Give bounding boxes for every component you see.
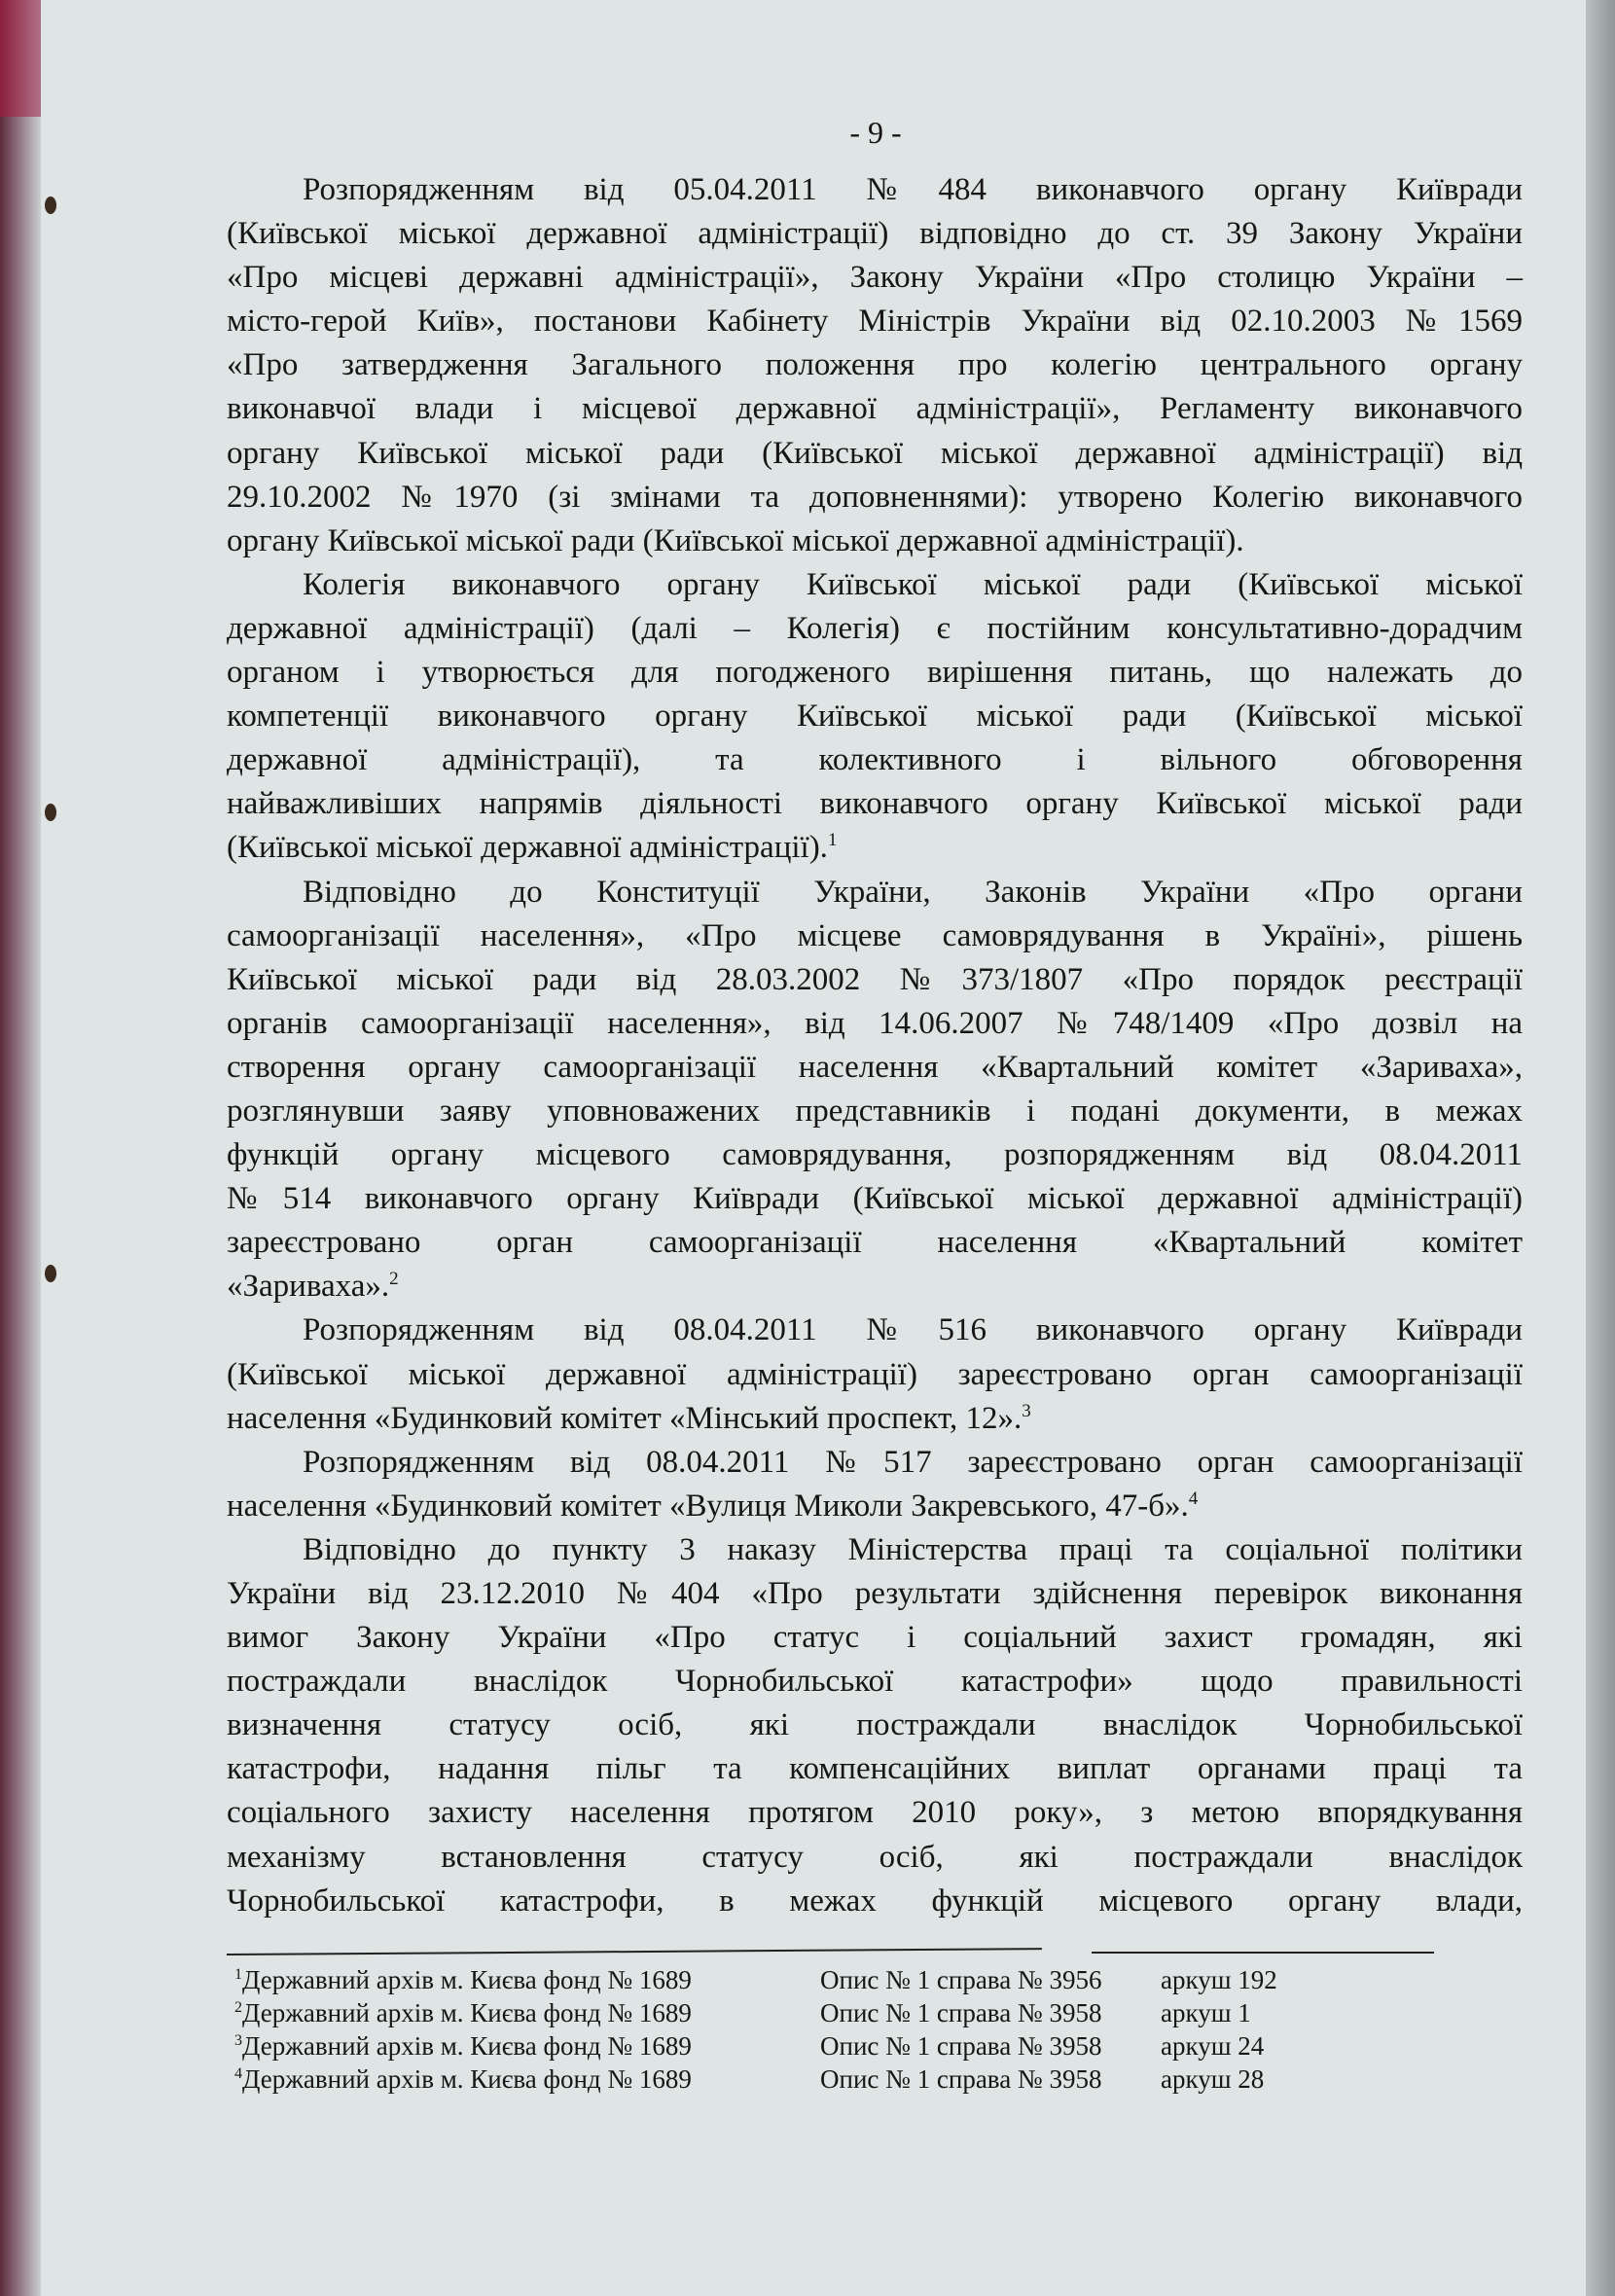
footnote-number: 1 <box>234 1966 242 1983</box>
line-text: 29.10.2002 №1970 (зі змінами та доповненнями): утворено Колегію виконавчого <box>227 479 1523 515</box>
paragraph-line <box>227 168 1523 212</box>
paragraph-line <box>227 958 1523 1002</box>
footnote-sheet: аркуш 1 <box>1161 1998 1251 2027</box>
paragraph-line <box>227 520 1523 563</box>
paragraph-line <box>227 1704 1523 1747</box>
footnote-ref: 4 <box>1188 1488 1199 1509</box>
paragraph-line <box>227 915 1523 958</box>
line-text: (Київської міської державної адміністрації). <box>227 830 828 866</box>
paragraph-line <box>227 1880 1523 1923</box>
footnote-separator <box>227 1948 1042 1955</box>
paragraph-line <box>227 1002 1523 1046</box>
paragraph-line <box>227 563 1523 607</box>
footnote-case: Опис № 1 справа № 3958 <box>820 1998 1102 2027</box>
footnote <box>234 1963 1402 1996</box>
line-text: місто-герой Київ», постанови Кабінету Міністрів України від 02.10.2003 №1569 <box>227 304 1523 340</box>
paragraph-line <box>227 256 1523 300</box>
paragraph-line <box>227 387 1523 431</box>
paragraph-line <box>227 476 1523 520</box>
paragraph-line <box>227 695 1523 738</box>
paragraph-line <box>227 1660 1523 1704</box>
line-text: компетенції виконавчого органу Київської міської ради (Київської міської <box>227 699 1523 735</box>
footnote-archive: Державний архів м. Києва фонд № 1689 <box>242 2064 692 2094</box>
footnote-ref: 3 <box>1022 1400 1031 1421</box>
footnote-case: Опис № 1 справа № 3956 <box>820 1965 1102 1994</box>
footnote-ref: 1 <box>827 830 838 851</box>
paragraph-line <box>227 1221 1523 1265</box>
line-text: державної адміністрації), та колективного і вільного обговорення <box>227 742 1523 778</box>
paragraph-line <box>227 432 1523 476</box>
line-text: Колегія виконавчого органу Київської міської ради (Київської міської <box>303 566 1523 602</box>
footnote-number: 3 <box>234 2032 242 2049</box>
line-text: органу Київської міської ради (Київської міської державної адміністрації) від <box>227 435 1523 471</box>
line-text: «Про затвердження Загального положення про колегію центрального органу <box>227 347 1523 383</box>
paragraph-line <box>227 1397 1523 1441</box>
line-text: Розпорядженням від 05.04.2011 №484 виконавчого органу Київради <box>303 172 1523 207</box>
paragraph-line <box>227 871 1523 915</box>
line-text: механізму встановлення статусу осіб, які постраждали внаслідок <box>227 1839 1523 1875</box>
footnote-ref: 2 <box>389 1269 399 1290</box>
paragraph-line <box>227 826 1523 870</box>
line-text: самоорганізації населення», «Про місцеве самоврядування в Україні», рішень <box>227 917 1523 953</box>
line-text: найважливіших напрямів діяльності виконавчого органу Київської міської ради <box>227 786 1523 822</box>
footnote-number: 2 <box>234 1999 242 2016</box>
line-text: населення «Будинковий комітет «Мінський проспект, 12». <box>227 1400 1023 1436</box>
paragraph-line <box>227 212 1523 256</box>
footnote-case: Опис № 1 справа № 3958 <box>820 2064 1102 2094</box>
footnote-sheet: аркуш 192 <box>1161 1965 1277 1994</box>
line-text: (Київської міської державної адміністрації) зареєстровано орган самоорганізації <box>227 1356 1523 1392</box>
line-text: органу Київської міської ради (Київської міської державної адміністрації). <box>227 522 1244 558</box>
line-text: розглянувши заяву уповноважених представників і подані документи, в межах <box>227 1093 1523 1129</box>
paragraph-line <box>227 300 1523 343</box>
line-text: Київської міської ради від 28.03.2002 №373/1807 «Про порядок реєстрації <box>227 961 1523 997</box>
paragraph-line <box>227 1441 1523 1485</box>
line-text: Чорнобильської катастрофи, в межах функцій місцевого органу влади, <box>227 1883 1523 1919</box>
paragraph-line <box>227 1528 1523 1572</box>
page-edge-shadow <box>1586 0 1615 2296</box>
line-text: «Про місцеві державні адміністрації», Закону України «Про столицю України – <box>227 260 1523 296</box>
footnote-sheet: аркуш 24 <box>1161 2031 1265 2061</box>
line-text: постраждали внаслідок Чорнобильської катастрофи» щодо правильності <box>227 1664 1523 1700</box>
paragraph-line <box>227 782 1523 826</box>
footnote <box>234 1996 1402 2029</box>
paragraph-line <box>227 1791 1523 1835</box>
footnote-archive: Державний архів м. Києва фонд № 1689 <box>242 1965 692 1994</box>
line-text: органом і утворюється для погодженого вирішення питань, що належать до <box>227 655 1523 691</box>
line-text: №514 виконавчого органу Київради (Київської міської державної адміністрації) <box>227 1181 1523 1217</box>
paragraph-line <box>227 607 1523 651</box>
paragraph-line <box>227 738 1523 782</box>
page-number: - 9 - <box>849 115 902 150</box>
line-text: створення органу самоорганізації населення «Квартальний комітет «Зариваха», <box>227 1049 1523 1085</box>
paragraph-line <box>227 1309 1523 1352</box>
paragraph-line <box>227 1046 1523 1090</box>
line-text: функцій органу місцевого самоврядування, розпорядженням від 08.04.2011 <box>227 1137 1523 1173</box>
footnote-archive: Державний архів м. Києва фонд № 1689 <box>242 1998 692 2027</box>
line-text: соціального захисту населення протягом 2010 року», з метою впорядкування <box>227 1795 1523 1831</box>
paragraph-line <box>227 1616 1523 1660</box>
line-text: катастрофи, надання пільг та компенсаційних виплат органами праці та <box>227 1751 1523 1787</box>
line-text: виконавчої влади і місцевої державної адміністрації», Регламенту виконавчого <box>227 391 1523 427</box>
footnote-case: Опис № 1 справа № 3958 <box>820 2031 1102 2061</box>
line-text: визначення статусу осіб, які постраждали внаслідок Чорнобильської <box>227 1707 1523 1743</box>
paragraph-line <box>227 1485 1523 1528</box>
footnote-sheet: аркуш 28 <box>1161 2064 1265 2094</box>
paragraph-line <box>227 343 1523 387</box>
paragraph-line <box>227 1265 1523 1309</box>
binding-edge <box>0 0 41 2296</box>
paragraph-line <box>227 1133 1523 1177</box>
footnote <box>234 2029 1402 2063</box>
paragraph-line <box>227 1090 1523 1133</box>
punch-hole <box>45 804 56 821</box>
line-text: «Зариваха». <box>227 1269 390 1305</box>
line-text: вимог Закону України «Про статус і соціальний захист громадян, які <box>227 1620 1523 1656</box>
paragraph-line <box>227 1177 1523 1221</box>
punch-hole <box>45 1265 56 1282</box>
line-text: органів самоорганізації населення», від 14.06.2007 №748/1409 «Про дозвіл на <box>227 1005 1523 1041</box>
paragraph-line <box>227 1747 1523 1791</box>
line-text: України від 23.12.2010 №404 «Про результати здійснення перевірок виконання <box>227 1576 1523 1611</box>
footnote-archive: Державний архів м. Києва фонд № 1689 <box>242 2031 692 2061</box>
line-text: Відповідно до пункту 3 наказу Міністерства праці та соціальної політики <box>303 1531 1523 1567</box>
punch-hole <box>45 197 56 214</box>
line-text: населення «Будинковий комітет «Вулиця Миколи Закревського, 47-б». <box>227 1488 1189 1524</box>
document-body <box>227 168 1523 1923</box>
paragraph-line <box>227 1572 1523 1616</box>
line-text: Відповідно до Конституції України, Законів України «Про органи <box>303 874 1523 910</box>
footnote-separator <box>1092 1952 1434 1954</box>
line-text: Розпорядженням від 08.04.2011 №516 виконавчого органу Київради <box>303 1312 1523 1348</box>
footnote <box>234 2063 1402 2096</box>
footnote-number: 4 <box>234 2065 242 2082</box>
line-text: (Київської міської державної адміністрації) відповідно до ст. 39 Закону України <box>227 216 1523 252</box>
line-text: Розпорядженням від 08.04.2011 №517 зареєстровано орган самоорганізації <box>303 1444 1523 1480</box>
line-text: зареєстровано орган самоорганізації населення «Квартальний комітет <box>227 1225 1523 1261</box>
paragraph-line <box>227 651 1523 695</box>
paragraph-line <box>227 1353 1523 1397</box>
line-text: державної адміністрації) (далі – Колегія) є постійним консультативно-дорадчим <box>227 610 1523 646</box>
paragraph-line <box>227 1836 1523 1880</box>
binding-edge-cover <box>0 0 41 117</box>
